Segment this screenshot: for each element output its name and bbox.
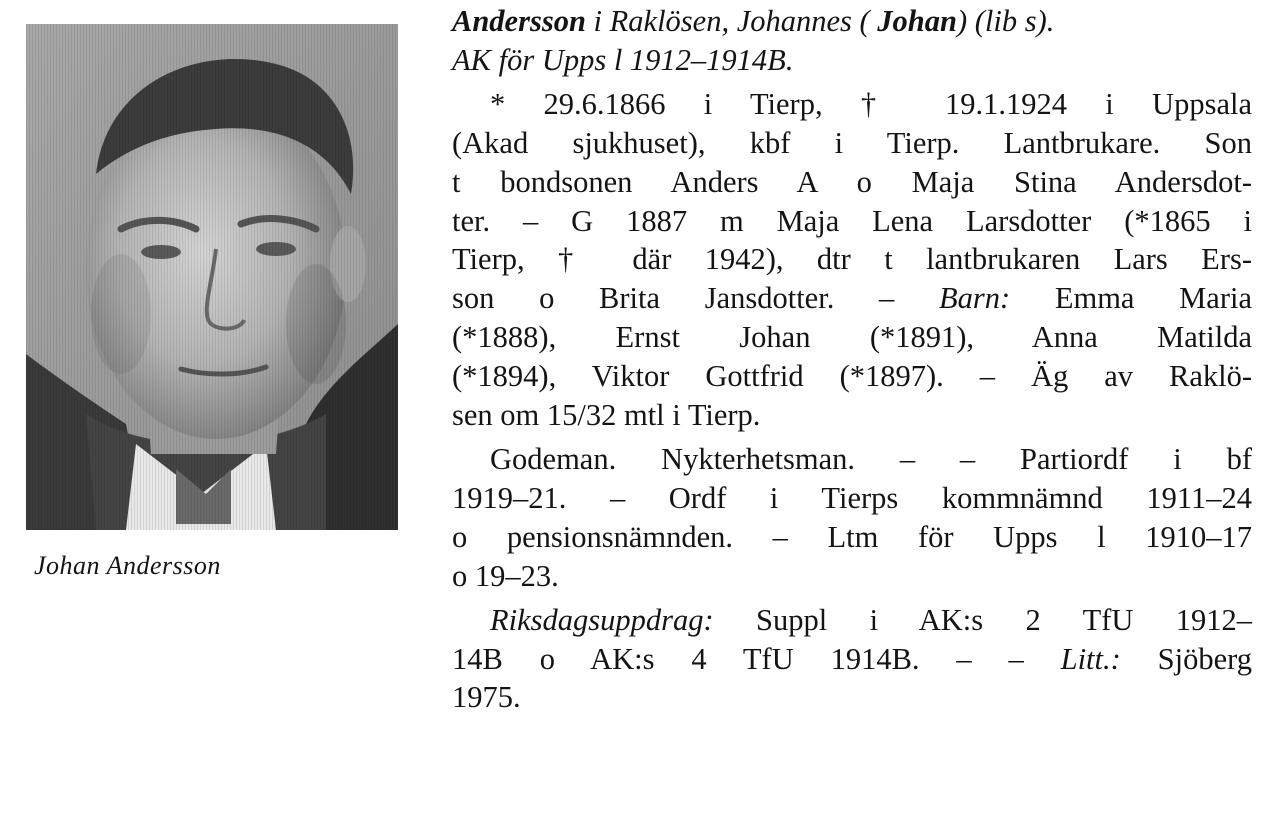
text-line-mixed (452, 279, 1252, 318)
portrait-photo (26, 24, 398, 530)
text-fragment: Emma Maria (1010, 281, 1252, 316)
entry-surname: Andersson (452, 4, 586, 38)
biography-entry (452, 2, 1252, 717)
text-line-mixed (452, 601, 1252, 640)
text-line: Tierp, † där 1942), dtr t lantbrukaren Lars Ers- (452, 242, 1252, 277)
text-line: o pensionsnämnden. – Ltm för Upps l 1910–17 (452, 519, 1252, 554)
paragraph-career (452, 440, 1252, 596)
entry-party: ) (lib s). (956, 4, 1055, 38)
text-line: sen om 15/32 mtl i Tierp. (452, 398, 761, 433)
entry-mandate-line: AK för Upps l 1912–1914B. (452, 42, 794, 77)
entry-heading (452, 2, 1252, 80)
entry-called-name: Johan (877, 4, 957, 38)
text-fragment: son o Brita Jansdotter. – (452, 281, 939, 316)
text-line: ter. – G 1887 m Maja Lena Larsdotter (*1865 i (452, 203, 1252, 238)
text-line: 1919–21. – Ordf i Tierps kommnämnd 1911–24 (452, 480, 1252, 515)
text-line: 1975. (452, 680, 521, 715)
text-line: Godeman. Nykterhetsman. – – Partiordf i bf (490, 441, 1252, 476)
text-line: t bondsonen Anders A o Maja Stina Andersdot- (452, 164, 1252, 199)
entry-name-place: i Raklösen, Johannes ( (585, 4, 878, 38)
portrait-caption: Johan Andersson (34, 551, 221, 580)
text-line-mixed (452, 640, 1252, 679)
text-line: (Akad sjukhuset), kbf i Tierp. Lantbrukare. Son (452, 125, 1252, 160)
paragraph-vital (452, 85, 1252, 435)
text-fragment: 14B o AK:s 4 TfU 1914B. – – (452, 641, 1061, 676)
text-fragment: Sjöberg (1120, 641, 1252, 676)
text-fragment: Suppl i AK:s 2 TfU 1912– (713, 602, 1252, 637)
text-line: (*1894), Viktor Gottfrid (*1897). – Äg av Raklö- (452, 359, 1252, 394)
text-line: (*1888), Ernst Johan (*1891), Anna Matilda (452, 320, 1252, 355)
label-children: Barn: (938, 281, 1011, 316)
text-line: * 29.6.1866 i Tierp, † 19.1.1924 i Uppsala (490, 86, 1252, 121)
portrait-column (26, 24, 398, 582)
label-riksdag-assignments: Riksdagsuppdrag: (490, 602, 714, 637)
label-literature: Litt.: (1060, 641, 1121, 676)
paragraph-riksdag (452, 601, 1252, 718)
text-line: o 19–23. (452, 558, 559, 593)
